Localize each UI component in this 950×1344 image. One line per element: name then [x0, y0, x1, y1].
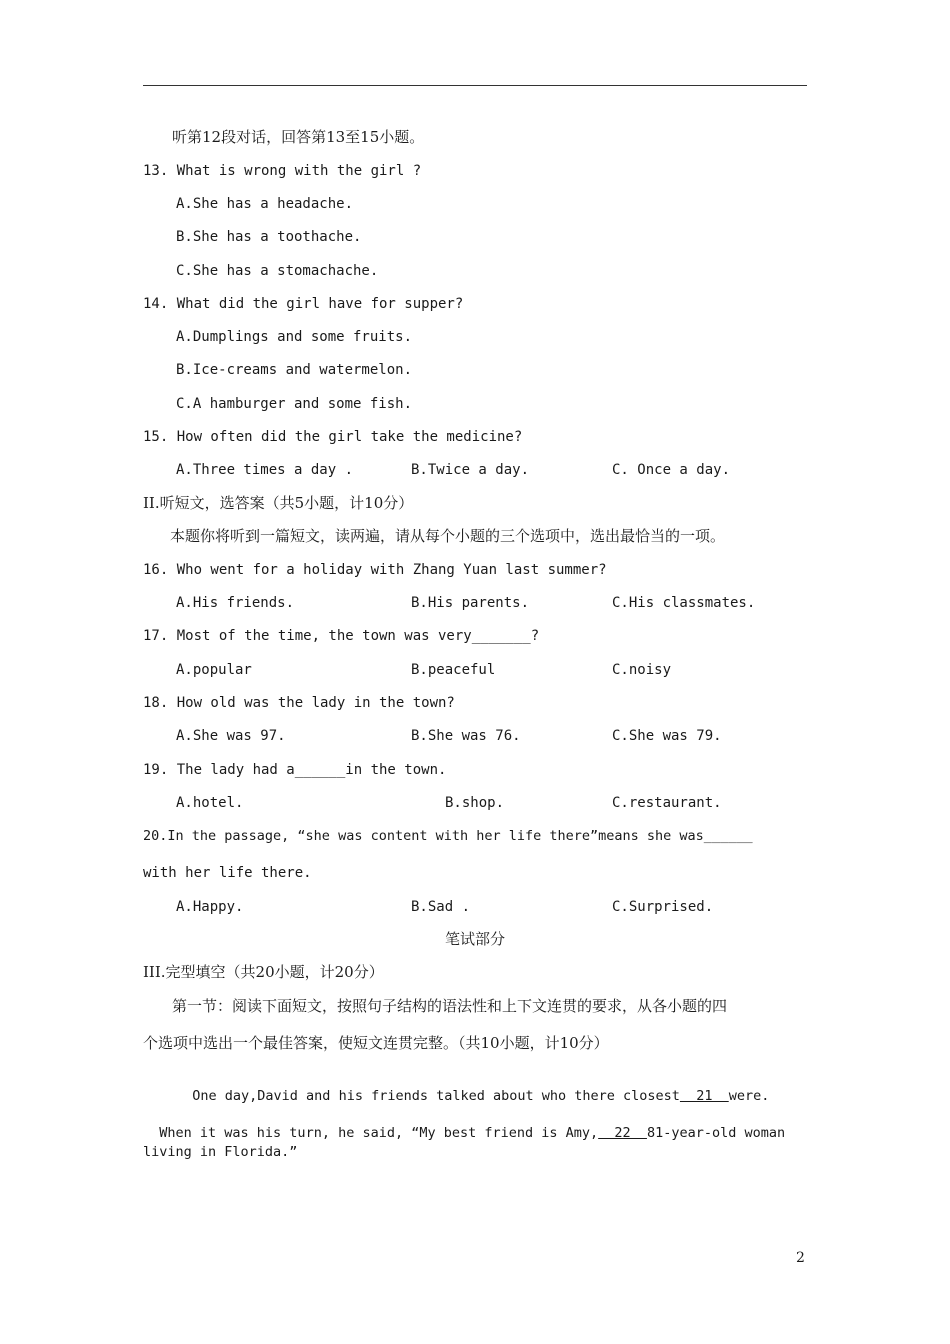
passage-line3: living in Florida.” [143, 1144, 298, 1160]
q19-option-c: C.restaurant. [612, 795, 722, 811]
q15-option-b: B.Twice a day. [411, 462, 530, 478]
q20-stem-line2: with her life there. [143, 865, 312, 881]
part3-instruction-line1: 第一节：阅读下面短文，按照句子结构的语法性和上下文连贯的要求，从各小题的四 [172, 997, 728, 1015]
q13-stem: 13. What is wrong with the girl ? [143, 163, 422, 179]
q14-option-b: B.Ice-creams and watermelon. [176, 362, 413, 378]
q20-stem-line1: 20.In the passage, “she was content with her life there”means she was______ [143, 828, 753, 844]
q18-option-c: C.She was 79. [612, 728, 722, 744]
q17-option-a: A.popular [176, 662, 252, 678]
passage-line2-text: When it was his turn, he said, “My best friend is Amy, [159, 1125, 599, 1141]
part3-title: III.完型填空（共20小题，计20分） [143, 963, 384, 981]
part2-instruction: 本题你将听到一篇短文，读两遍，请从每个小题的三个选项中，选出最恰当的一项。 [170, 527, 726, 545]
header-rule [143, 85, 807, 86]
passage-line1 [176, 1069, 769, 1105]
q19-stem: 19. The lady had a______in the town. [143, 762, 447, 778]
q18-stem: 18. How old was the lady in the town? [143, 695, 455, 711]
q20-option-b: B.Sad . [411, 899, 471, 915]
section12-intro: 听第12段对话，回答第13至15小题。 [172, 128, 425, 146]
q18-option-b: B.She was 76. [411, 728, 521, 744]
part2-title: II.听短文，选答案（共5小题，计10分） [143, 494, 414, 512]
q18-option-a: A.She was 97. [176, 728, 286, 744]
part3-instruction-line2: 个选项中选出一个最佳答案，使短文连贯完整。（共10小题，计10分） [143, 1034, 609, 1052]
q19-option-b: B.shop. [445, 795, 505, 811]
q15-option-a: A.Three times a day . [176, 462, 354, 478]
q17-stem: 17. Most of the time, the town was very_______? [143, 628, 540, 644]
passage-line2 [143, 1106, 785, 1142]
q16-stem: 16. Who went for a holiday with Zhang Yuan last summer? [143, 562, 607, 578]
q15-option-c: C. Once a day. [612, 462, 731, 478]
blank-21: 21 [679, 1088, 729, 1104]
q17-option-c: C.noisy [612, 662, 672, 678]
q13-option-b: B.She has a toothache. [176, 229, 362, 245]
q13-option-c: C.She has a stomachache. [176, 263, 379, 279]
q14-option-c: C.A hamburger and some fish. [176, 396, 413, 412]
q16-option-c: C.His classmates. [612, 595, 756, 611]
q13-option-a: A.She has a headache. [176, 196, 354, 212]
q16-option-b: B.His parents. [411, 595, 530, 611]
blank-22: 22 [598, 1125, 647, 1141]
q20-option-a: A.Happy. [176, 899, 244, 915]
passage-line2-end: 81-year-old woman [646, 1125, 786, 1141]
passage-line1-text: One day,David and his friends talked about who there closest [192, 1088, 680, 1104]
q16-option-a: A.His friends. [176, 595, 295, 611]
page-number: 2 [796, 1250, 805, 1266]
q14-option-a: A.Dumplings and some fruits. [176, 329, 413, 345]
q15-stem: 15. How often did the girl take the medicine? [143, 429, 523, 445]
q17-option-b: B.peaceful [411, 662, 496, 678]
q19-option-a: A.hotel. [176, 795, 244, 811]
written-section-title: 笔试部分 [444, 930, 505, 948]
passage-line1-end: were. [728, 1088, 770, 1104]
q14-stem: 14. What did the girl have for supper? [143, 296, 464, 312]
q20-option-c: C.Surprised. [612, 899, 714, 915]
